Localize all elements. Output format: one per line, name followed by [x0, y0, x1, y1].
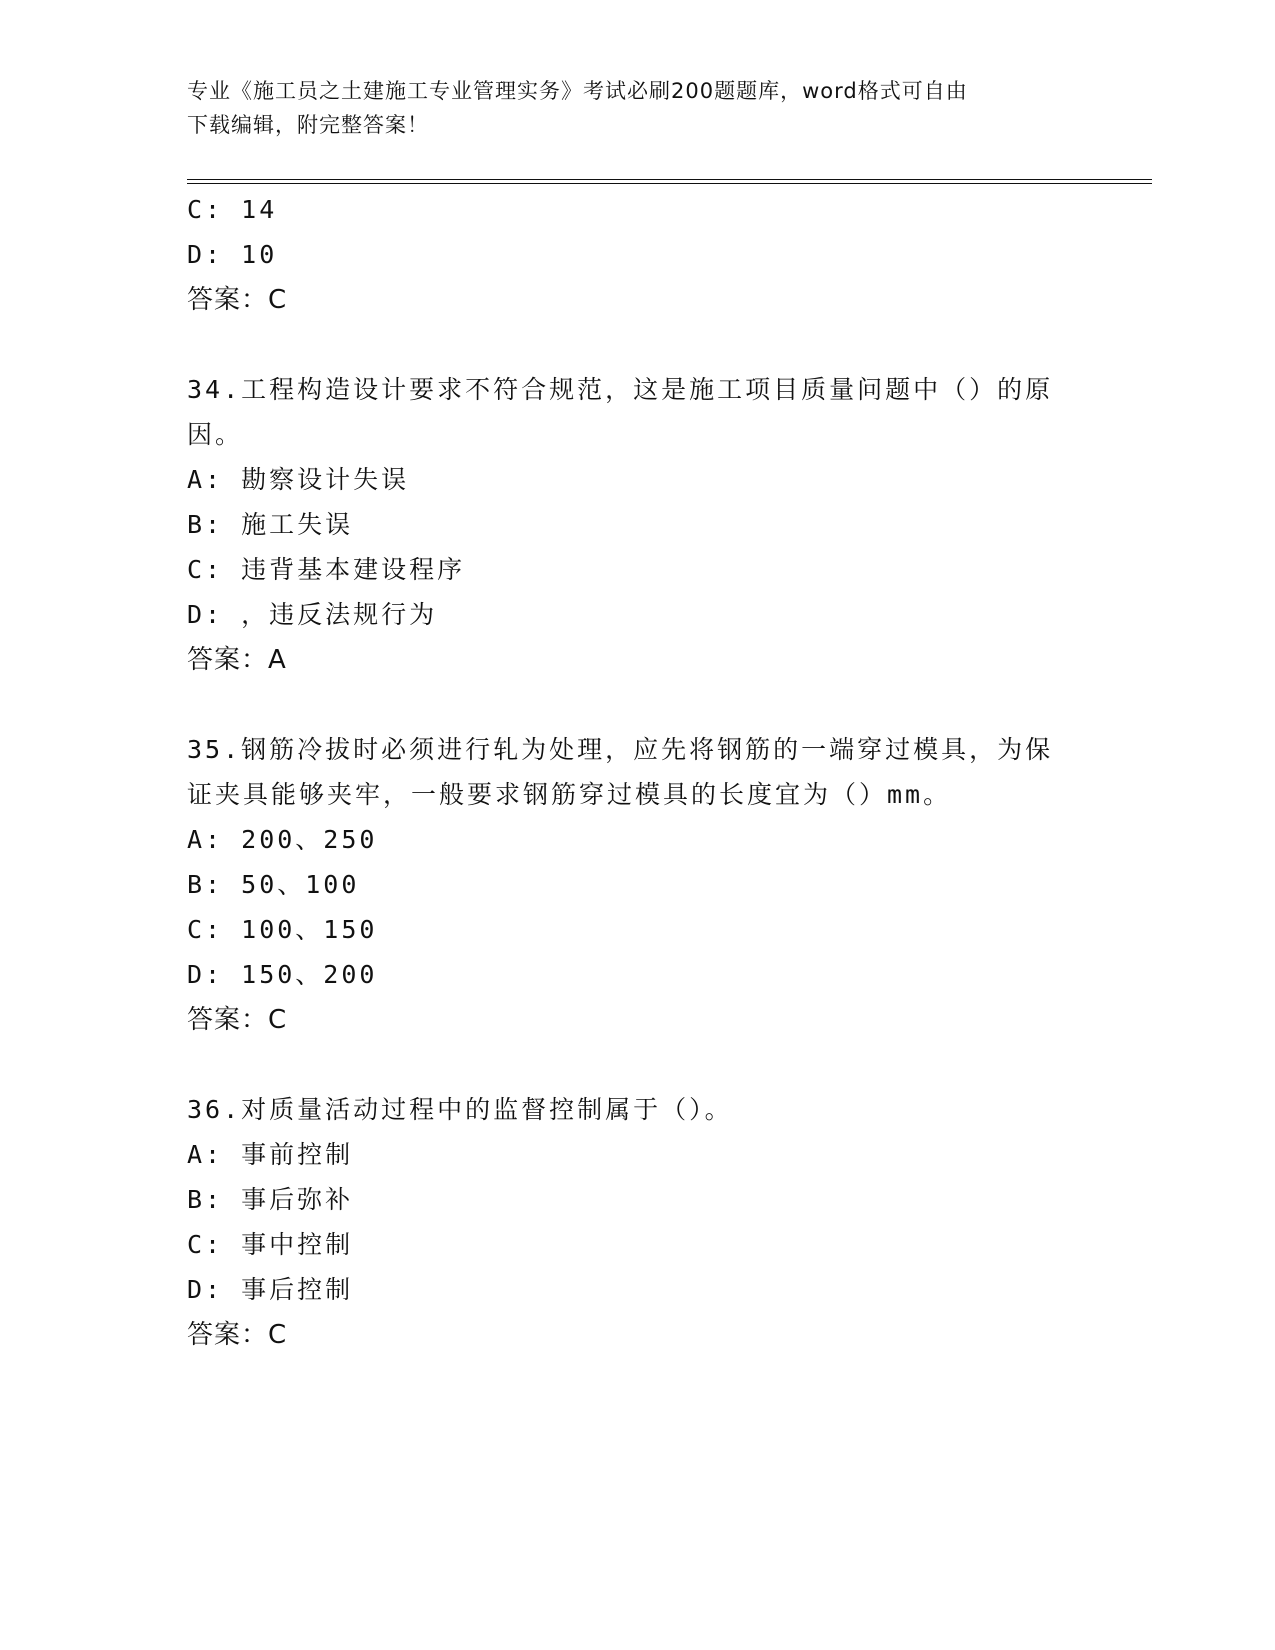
- q35-stem-line-2: 证夹具能够夹牢，一般要求钢筋穿过模具的长度宜为（）mm。: [187, 780, 952, 809]
- q36-option-d: D: 事后控制: [187, 1275, 354, 1304]
- q36-option-a: A: 事前控制: [187, 1140, 354, 1169]
- q34-option-c: C: 违背基本建设程序: [187, 555, 466, 584]
- q34-option-d: D: ，违反法规行为: [187, 600, 438, 629]
- q34-option-a: A: 勘察设计失误: [187, 465, 410, 494]
- q34-option-b: B: 施工失误: [187, 510, 354, 539]
- header-line-2: 下载编辑，附完整答案！: [187, 113, 429, 137]
- q33-answer: 答案：C: [187, 285, 288, 315]
- q34-stem-line-2: 因。: [187, 420, 244, 449]
- header-line-1: 专业《施工员之土建施工专业管理实务》考试必刷200题题库，word格式可自由: [187, 79, 968, 103]
- q33-option-d: D: 10: [187, 240, 278, 269]
- q33-option-c: C: 14: [187, 195, 278, 224]
- q36-answer: 答案：C: [187, 1320, 288, 1350]
- q34-answer: 答案：A: [187, 645, 287, 675]
- document-header: [187, 74, 1067, 142]
- header-divider: [187, 179, 1152, 184]
- q35-option-a: A: 200、250: [187, 825, 378, 854]
- q36-option-b: B: 事后弥补: [187, 1185, 354, 1214]
- q35-option-d: D: 150、200: [187, 960, 378, 989]
- q36-option-c: C: 事中控制: [187, 1230, 354, 1259]
- q35-stem-line-1: 35.钢筋冷拔时必须进行轧为处理，应先将钢筋的一端穿过模具，为保: [187, 735, 1054, 764]
- q34-stem-line-1: 34.工程构造设计要求不符合规范，这是施工项目质量问题中（）的原: [187, 375, 1054, 404]
- q36-stem-line-1: 36.对质量活动过程中的监督控制属于（）。: [187, 1095, 733, 1124]
- q35-option-c: C: 100、150: [187, 915, 378, 944]
- q35-option-b: B: 50、100: [187, 870, 360, 899]
- q35-answer: 答案：C: [187, 1005, 288, 1035]
